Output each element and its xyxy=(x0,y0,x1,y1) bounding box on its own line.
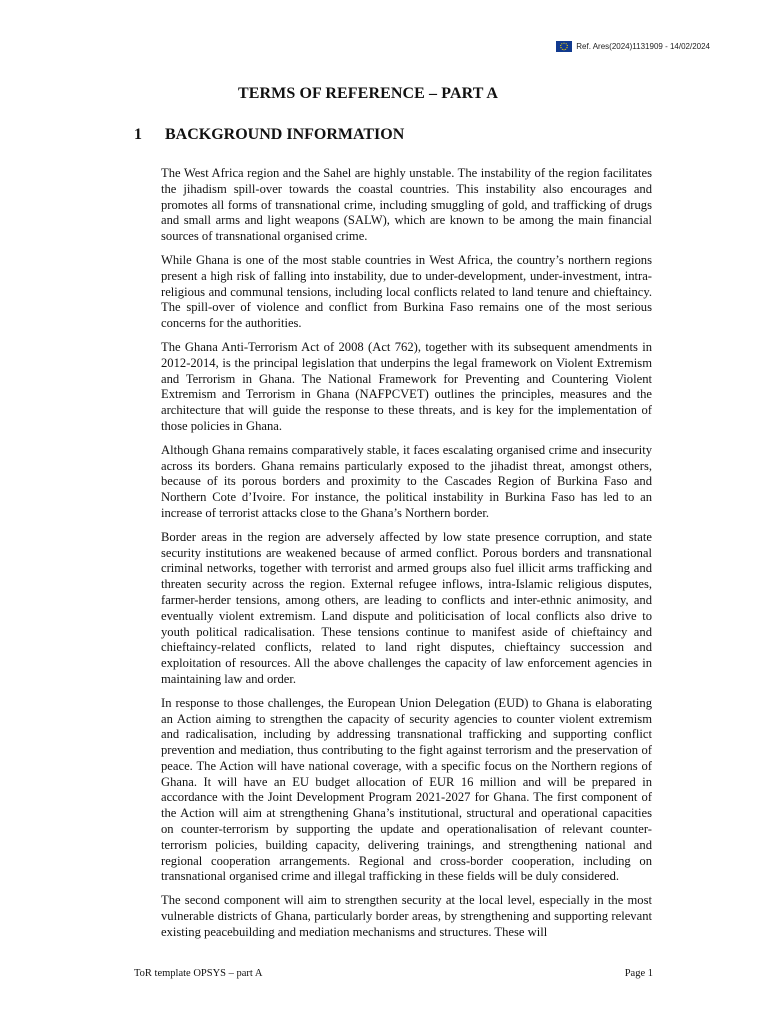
footer-left: ToR template OPSYS – part A xyxy=(134,968,263,979)
paragraph-6: In response to those challenges, the European Union Delegation (EUD) to Ghana is elaborating an Action aiming to strengthen the capacity of security agencies to counter violent extremism and radicalisation, including by addressing transnational trafficking and supporting conflict prevention and mediation, thus contributing to the fight against terrorism and the preservation of peace. The Action will have national coverage, with a specific focus on the Northern regions of Ghana. It will have an EU budget allocation of EUR 16 million and will be prepared in accordance with the Joint Development Program 2021-2027 for Ghana. The first component of the Action will aim at strengthening Ghana’s institutional, structural and operational capacities on counter-terrorism by supporting the update and operationalisation of relevant counter-terrorism policies, building capacity, delivering trainings, and strengthening national and regional cooperation arrangements. Regional and cross-border cooperation, including on transnational organised crime and illegal trafficking in these fields will be duly considered. xyxy=(161,695,652,884)
paragraph-3: The Ghana Anti-Terrorism Act of 2008 (Act 762), together with its subsequent amendments in 2012-2014, is the principal legislation that underpins the legal framework on Violent Extremism and Terrorism in Ghana. The National Framework for Preventing and Countering Violent Extremism and Terrorism in Ghana (NAFPCVET) outlines the principles, measures and the architecture that will guide the response to these threats, and is key for the implementation of those policies in Ghana. xyxy=(161,339,652,433)
paragraph-2: While Ghana is one of the most stable countries in West Africa, the country’s northern regions present a high risk of falling into instability, due to under-development, under-investment, intra-religious and communal tensions, including local conflicts related to land tenure and chieftaincy. The spill-over of violence and conflict from Burkina Faso remains one of the most serious concerns for the authorities. xyxy=(161,252,652,331)
page-number: Page 1 xyxy=(624,968,653,979)
reference-stamp xyxy=(556,41,710,52)
section-heading xyxy=(134,126,404,144)
section-number: 1 xyxy=(134,126,142,143)
document-title: TERMS OF REFERENCE – PART A xyxy=(237,85,499,102)
paragraph-4: Although Ghana remains comparatively stable, it faces escalating organised crime and insecurity across its borders. Ghana remains particularly exposed to the jihadist threat, amongst others, because of its porous borders and proximity to the Cascades Region of Burkina Faso and Northern Cote d’Ivoire. For instance, the political instability in Burkina Faso has led to an increase of terrorist attacks close to the Ghana’s Northern border. xyxy=(161,442,652,520)
eu-flag-icon xyxy=(556,41,572,52)
paragraph-5: Border areas in the region are adversely affected by low state presence corruption, and state security institutions are weakened because of armed conflict. Porous borders and transnational criminal networks, together with terrorist and armed groups also fuel illicit arms trafficking and threaten security across the region. External refugee inflows, intra-Islamic religious disputes, farmer-herder tensions, among others, are leading to conflicts and inter-ethnic animosity, and eventually violent extremism. Land dispute and politicisation of local conflicts also drive to youth political radicalisation. These tensions continue to manifest aside of chieftaincy and chieftaincy-related conflicts, related to land right disputes, chieftaincy succession and exploitation of resources. All the above challenges the capacity of law enforcement agencies in maintaining law and order. xyxy=(161,529,652,686)
section-heading-text: BACKGROUND INFORMATION xyxy=(165,126,405,143)
reference-text: Ref. Ares(2024)1131909 - 14/02/2024 xyxy=(576,42,710,51)
body-text xyxy=(161,166,652,949)
paragraph-7: The second component will aim to strengthen security at the local level, especially in the most vulnerable districts of Ghana, particularly border areas, by strengthening and supporting relevant existing peacebuilding and mediation mechanisms and structures. These will xyxy=(161,893,652,939)
paragraph-1: The West Africa region and the Sahel are highly unstable. The instability of the region facilitates the jihadism spill-over towards the coastal countries. This instability also encourages and promotes all forms of transnational crime, including smuggling of gold, and trafficking of drugs and small arms and light weapons (SALW), which are known to be among the main financial sources of transnational organised crime. xyxy=(161,166,652,244)
